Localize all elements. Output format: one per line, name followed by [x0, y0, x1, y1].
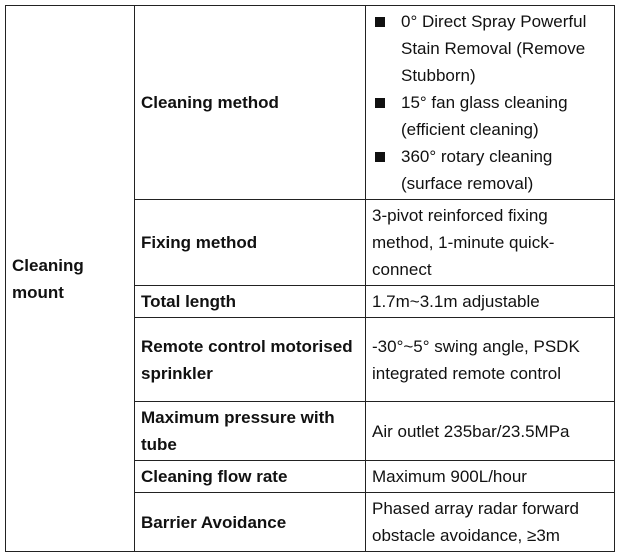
bullet-text: 0° Direct Spray Powerful Stain Removal (Remove Stubborn) [401, 12, 587, 85]
list-item [372, 8, 608, 89]
row-name: Total length [135, 286, 366, 318]
row-name: Cleaning method [135, 6, 366, 200]
spec-table [5, 5, 615, 552]
row-name: Fixing method [135, 200, 366, 286]
square-bullet-icon [375, 152, 385, 162]
category-cell: Cleaning mount [6, 6, 135, 552]
row-value: 3-pivot reinforced fixing method, 1-minute quick-connect [366, 200, 615, 286]
row-name: Cleaning flow rate [135, 461, 366, 493]
list-item [372, 143, 608, 197]
bullet-text: 360° rotary cleaning (surface removal) [401, 147, 553, 193]
row-value: Phased array radar forward obstacle avoidance, ≥3m [366, 493, 615, 552]
row-value [366, 6, 615, 200]
row-value: 1.7m~3.1m adjustable [366, 286, 615, 318]
row-value: Air outlet 235bar/23.5MPa [366, 402, 615, 461]
bullet-text: 15° fan glass cleaning (efficient cleaning) [401, 93, 568, 139]
row-value: Maximum 900L/hour [366, 461, 615, 493]
list-item [372, 89, 608, 143]
row-name: Remote control motorised sprinkler [135, 318, 366, 402]
row-name: Maximum pressure with tube [135, 402, 366, 461]
row-value: -30°~5° swing angle, PSDK integrated remote control [366, 318, 615, 402]
row-name: Barrier Avoidance [135, 493, 366, 552]
table-row [6, 6, 615, 200]
square-bullet-icon [375, 98, 385, 108]
square-bullet-icon [375, 17, 385, 27]
